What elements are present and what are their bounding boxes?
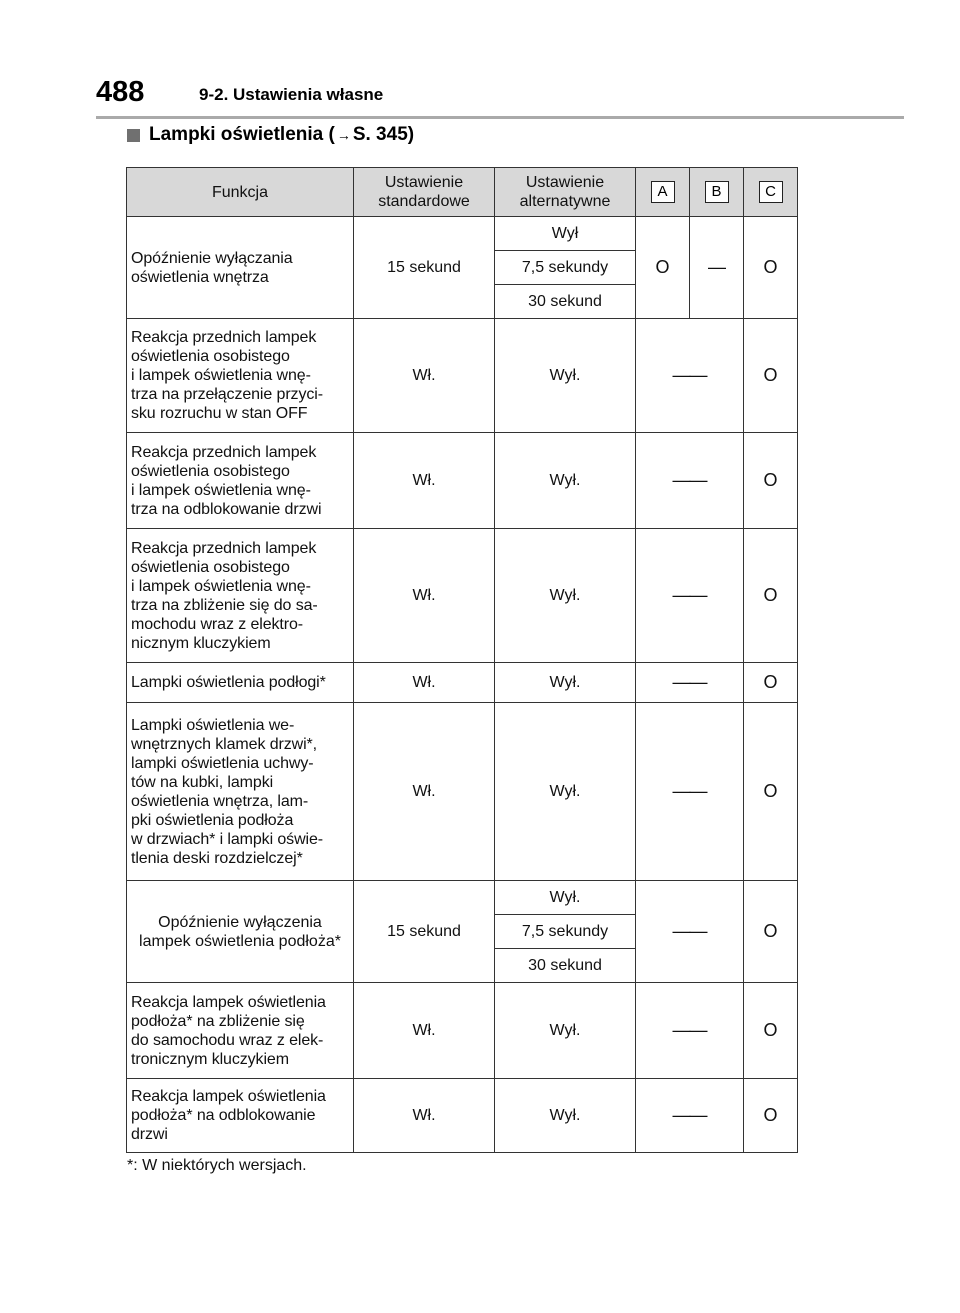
table-row	[127, 983, 798, 1079]
standard-cell: Wł.	[354, 703, 495, 881]
alternative-cell: 30 sekund	[495, 949, 636, 983]
table-row	[127, 1079, 798, 1153]
function-cell: Opóźnienie wyłączenia lampek oświetlenia podłoża*	[127, 881, 354, 983]
ab-mark: ——	[672, 671, 707, 692]
alternative-cell: Wył.	[495, 433, 636, 529]
chapter-title: 9-2. Ustawienia własne	[199, 85, 384, 104]
ab-mark: ——	[672, 469, 707, 490]
table-row	[127, 881, 798, 915]
c-mark: O	[763, 1104, 778, 1125]
ab-mark: ——	[672, 780, 707, 801]
header-a	[636, 168, 690, 217]
function-cell: Lampki oświetlenia podłogi*	[127, 663, 354, 703]
function-cell: Reakcja przednich lampek oświetlenia osobistego i lampek oświetlenia wnę- trza na zbliżenie się do sa- mochodu wraz z elektro- nicznym kluczykiem	[127, 529, 354, 663]
standard-cell: Wł.	[354, 983, 495, 1079]
page-number: 488	[96, 76, 145, 108]
c-mark: O	[763, 256, 778, 277]
table-row	[127, 703, 798, 881]
a-mark: O	[655, 256, 670, 277]
function-cell: Reakcja lampek oświetlenia podłoża* na odblokowanie drzwi	[127, 1079, 354, 1153]
ab-mark: ——	[672, 1019, 707, 1040]
square-bullet-icon	[127, 129, 140, 142]
ab-mark: ——	[672, 364, 707, 385]
standard-cell: 15 sekund	[354, 217, 495, 319]
alternative-cell: Wył.	[495, 703, 636, 881]
c-cell	[744, 983, 798, 1079]
standard-cell: Wł.	[354, 1079, 495, 1153]
alternative-cell: Wył.	[495, 881, 636, 915]
ab-mark: ——	[672, 584, 707, 605]
c-cell	[744, 433, 798, 529]
header-function: Funkcja	[127, 168, 354, 217]
alternative-cell: 7,5 sekundy	[495, 251, 636, 285]
c-mark: O	[763, 469, 778, 490]
section-heading	[127, 124, 414, 146]
b-label-icon: B	[705, 181, 729, 203]
header-b	[690, 168, 744, 217]
arrow-icon: →	[336, 127, 351, 143]
c-cell	[744, 663, 798, 703]
alternative-cell: 7,5 sekundy	[495, 915, 636, 949]
a-label-icon: A	[651, 181, 675, 203]
b-mark: —	[708, 256, 725, 277]
header-c	[744, 168, 798, 217]
b-cell	[690, 217, 744, 319]
footnote: *: W niektórych wersjach.	[127, 1157, 307, 1174]
c-mark: O	[763, 671, 778, 692]
standard-cell: Wł.	[354, 433, 495, 529]
alternative-cell: Wył.	[495, 983, 636, 1079]
c-mark: O	[763, 584, 778, 605]
standard-cell: 15 sekund	[354, 881, 495, 983]
header-standard: Ustawienie standardowe	[354, 168, 495, 217]
alternative-cell: Wył.	[495, 319, 636, 433]
settings-table	[126, 167, 798, 1153]
function-cell: Opóźnienie wyłączania oświetlenia wnętrza	[127, 217, 354, 319]
header-alternative: Ustawienie alternatywne	[495, 168, 636, 217]
alternative-cell: 30 sekund	[495, 285, 636, 319]
page-header	[96, 76, 904, 119]
standard-cell: Wł.	[354, 319, 495, 433]
table-header-row	[127, 168, 798, 217]
c-cell	[744, 1079, 798, 1153]
alternative-cell: Wył.	[495, 1079, 636, 1153]
function-cell: Reakcja przednich lampek oświetlenia osobistego i lampek oświetlenia wnę- trza na odblokowanie drzwi	[127, 433, 354, 529]
ab-cell	[636, 1079, 744, 1153]
c-cell	[744, 881, 798, 983]
ab-cell	[636, 319, 744, 433]
ab-cell	[636, 703, 744, 881]
ab-mark: ——	[672, 1104, 707, 1125]
alternative-cell: Wył.	[495, 529, 636, 663]
c-label-icon: C	[759, 181, 783, 203]
section-title: Lampki oświetlenia (	[149, 124, 335, 145]
table-row	[127, 319, 798, 433]
alternative-cell: Wył	[495, 217, 636, 251]
function-cell: Lampki oświetlenia we- wnętrznych klamek drzwi*, lampki oświetlenia uchwy- tów na kubki, lampki oświetlenia wnętrza, lam- pki oświetlenia podłoża w drzwiach* i lampki oświe- tlenia deski rozdzielczej*	[127, 703, 354, 881]
ab-cell	[636, 529, 744, 663]
table-row	[127, 433, 798, 529]
c-mark: O	[763, 780, 778, 801]
standard-cell: Wł.	[354, 529, 495, 663]
table-row	[127, 529, 798, 663]
ab-cell	[636, 663, 744, 703]
c-mark: O	[763, 364, 778, 385]
c-cell	[744, 529, 798, 663]
standard-cell: Wł.	[354, 663, 495, 703]
alternative-cell: Wył.	[495, 663, 636, 703]
ab-cell	[636, 433, 744, 529]
ab-cell	[636, 881, 744, 983]
c-mark: O	[763, 1019, 778, 1040]
c-cell	[744, 703, 798, 881]
a-cell	[636, 217, 690, 319]
function-cell: Reakcja przednich lampek oświetlenia osobistego i lampek oświetlenia wnę- trza na przełączenie przyci- sku rozruchu w stan OFF	[127, 319, 354, 433]
ab-mark: ——	[672, 920, 707, 941]
c-cell	[744, 319, 798, 433]
function-cell: Reakcja lampek oświetlenia podłoża* na zbliżenie się do samochodu wraz z elek- tronicznym kluczykiem	[127, 983, 354, 1079]
ab-cell	[636, 983, 744, 1079]
c-mark: O	[763, 920, 778, 941]
table-row	[127, 663, 798, 703]
c-cell	[744, 217, 798, 319]
section-ref-link[interactable]: S. 345)	[352, 124, 415, 145]
table-row	[127, 217, 798, 251]
